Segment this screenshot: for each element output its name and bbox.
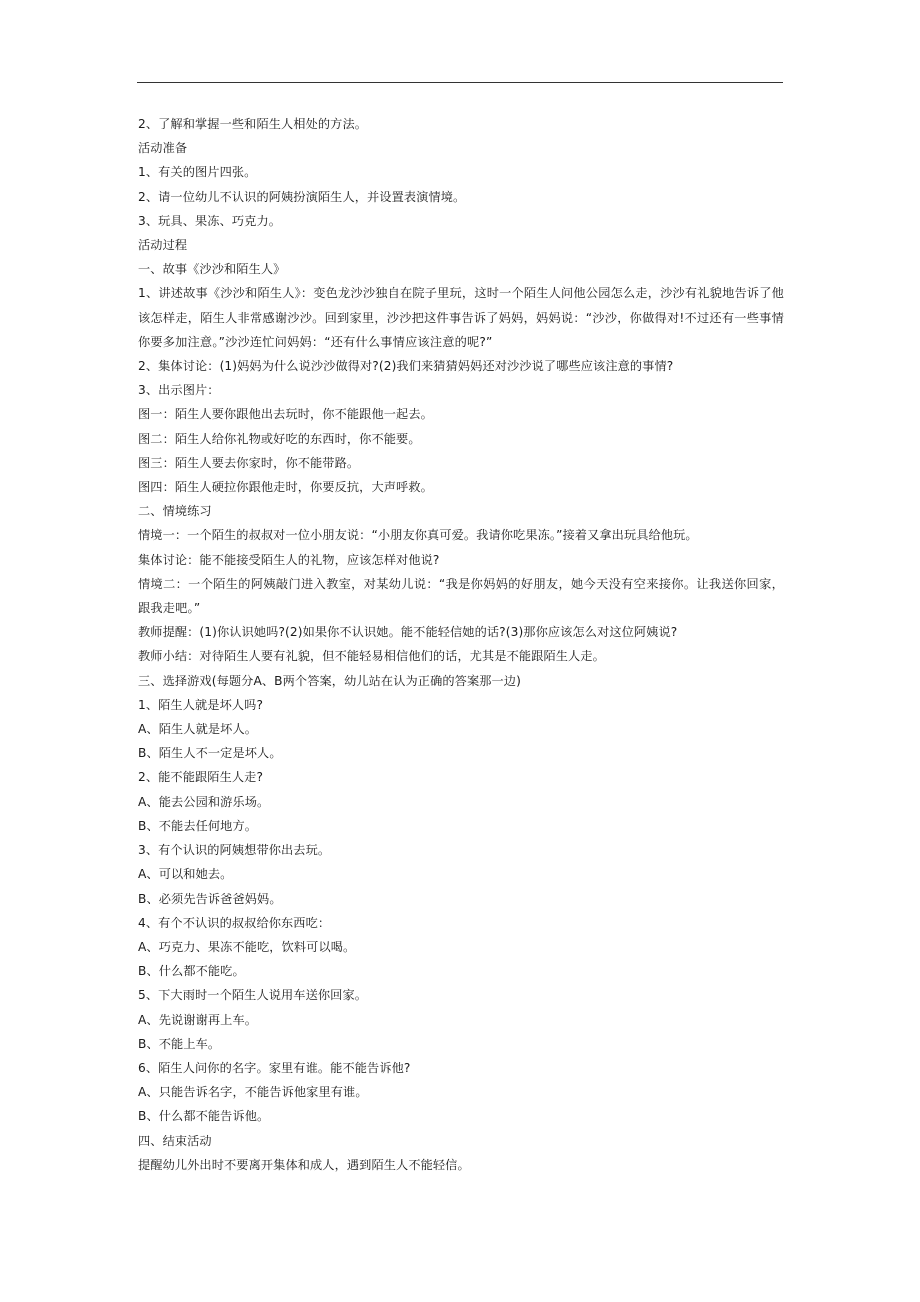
closing-reminder: 提醒幼儿外出时不要离开集体和成人，遇到陌生人不能轻信。 [138, 1157, 470, 1172]
story-paragraph: 1、讲述故事《沙沙和陌生人》：变色龙沙沙独自在院子里玩，这时一个陌生人问他公园怎么走，沙沙有礼貌地告诉了他该怎样走，陌生人非常感谢沙沙。回到家里，沙沙把这件事告诉了妈妈，妈妈说：“沙沙，你做得对!不过还有一些事情你要多加注意。”沙沙连忙问妈妈：“还有什么事情应该注意的呢?” [138, 286, 785, 349]
goal-item-2: 2、了解和掌握一些和陌生人相处的方法。 [138, 117, 368, 131]
question-1-option-b: B、陌生人不一定是坏人。 [138, 746, 282, 761]
question-2-option-a: A、能去公园和游乐场。 [138, 794, 270, 809]
question-5: 5、下大雨时一个陌生人说用车送你回家。 [138, 988, 368, 1003]
picture-2: 图二：陌生人给你礼物或好吃的东西时，你不能要。 [138, 431, 421, 446]
document-body [138, 112, 784, 1177]
question-1: 1、陌生人就是坏人吗? [138, 697, 264, 712]
question-3: 3、有个认识的阿姨想带你出去玩。 [138, 843, 331, 858]
section-heading-process: 活动过程 [138, 238, 188, 253]
section-heading-preparation: 活动准备 [138, 141, 188, 156]
teacher-summary: 教师小结：对待陌生人要有礼貌，但不能轻易相信他们的话，尤其是不能跟陌生人走。 [138, 649, 605, 664]
question-2: 2、能不能跟陌生人走? [138, 770, 264, 785]
picture-4: 图四：陌生人硬拉你跟他走时，你要反抗，大声呼救。 [138, 480, 433, 495]
picture-3: 图三：陌生人要去你家时，你不能带路。 [138, 455, 360, 470]
scenario-2: 情境二：一个陌生的阿姨敲门进入教室，对某幼儿说：“我是你妈妈的好朋友，她今天没有空来接你。让我送你回家，跟我走吧。” [138, 576, 784, 616]
question-2-option-b: B、不能去任何地方。 [138, 818, 258, 833]
header-rule [137, 82, 783, 83]
part-heading-scenario: 二、情境练习 [138, 504, 212, 519]
question-4-option-b: B、什么都不能吃。 [138, 964, 245, 979]
question-5-option-a: A、先说谢谢再上车。 [138, 1012, 258, 1027]
question-4-option-a: A、巧克力、果冻不能吃，饮料可以喝。 [138, 939, 356, 954]
scenario-1-discussion: 集体讨论：能不能接受陌生人的礼物，应该怎样对他说? [138, 552, 440, 567]
picture-1: 图一：陌生人要你跟他出去玩时，你不能跟他一起去。 [138, 407, 433, 422]
teacher-reminder: 教师提醒：(1)你认识她吗?(2)如果你不认识她。能不能轻信她的话?(3)那你应该怎么对这位阿姨说? [138, 625, 678, 640]
prep-item-3: 3、玩具、果冻、巧克力。 [138, 213, 282, 228]
show-pictures-item: 3、出示图片： [138, 383, 220, 398]
prep-item-1: 1、有关的图片四张。 [138, 165, 257, 180]
question-3-option-b: B、必须先告诉爸爸妈妈。 [138, 891, 282, 906]
scenario-1: 情境一：一个陌生的叔叔对一位小朋友说：“小朋友你真可爱。我请你吃果冻。”接着又拿出玩具给他玩。 [138, 528, 698, 543]
question-6: 6、陌生人问你的名字。家里有谁。能不能告诉他? [138, 1060, 411, 1075]
prep-item-2: 2、请一位幼儿不认识的阿姨扮演陌生人，并设置表演情境。 [138, 189, 466, 204]
discussion-item: 2、集体讨论：(1)妈妈为什么说沙沙做得对?(2)我们来猜猜妈妈还对沙沙说了哪些应该注意的事情? [138, 359, 674, 374]
question-5-option-b: B、不能上车。 [138, 1036, 221, 1051]
question-6-option-a: A、只能告诉名字，不能告诉他家里有谁。 [138, 1085, 368, 1100]
question-4: 4、有个不认识的叔叔给你东西吃： [138, 915, 331, 930]
question-3-option-a: A、可以和她去。 [138, 867, 233, 882]
part-heading-closing: 四、结束活动 [138, 1133, 212, 1148]
question-1-option-a: A、陌生人就是坏人。 [138, 722, 258, 737]
question-6-option-b: B、什么都不能告诉他。 [138, 1109, 270, 1124]
part-heading-story: 一、故事《沙沙和陌生人》 [138, 262, 286, 277]
part-heading-game: 三、选择游戏(每题分A、B两个答案，幼儿站在认为正确的答案那一边) [138, 673, 521, 688]
